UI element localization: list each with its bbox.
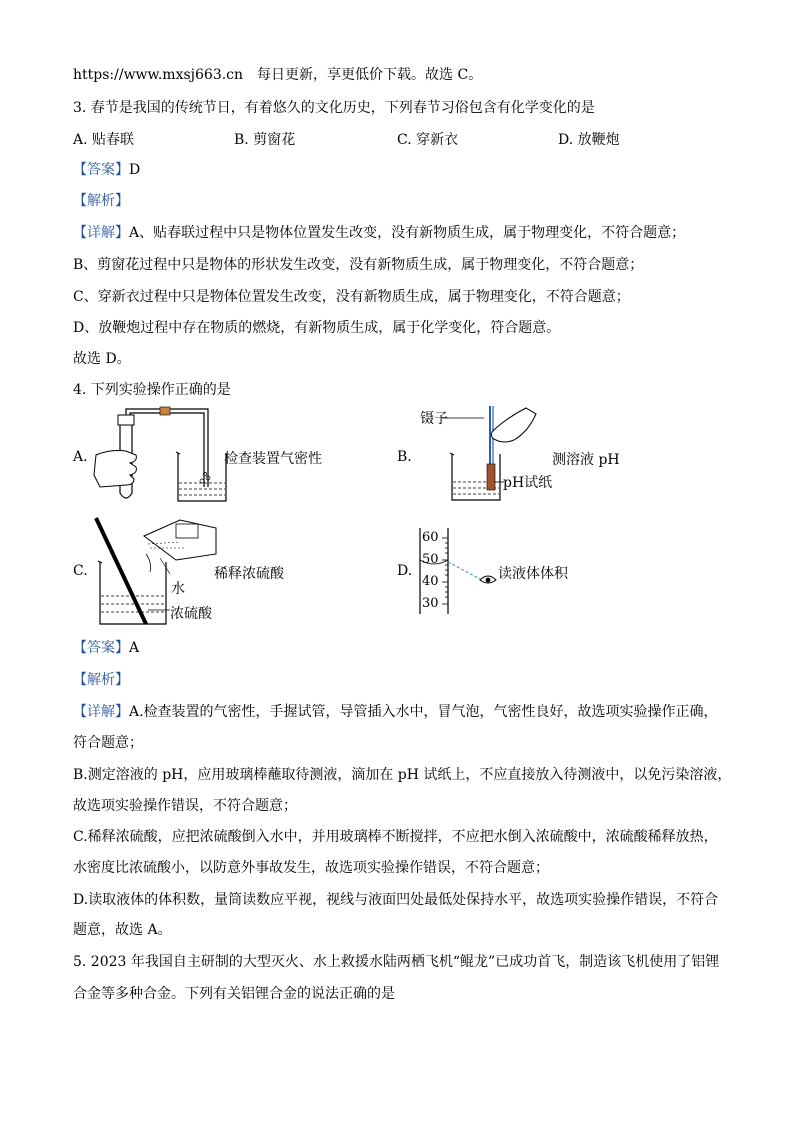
fig-d-caption: 读液体体积 [498, 566, 568, 582]
q4-detail-line: 符合题意； [73, 735, 143, 751]
q3-answer [73, 160, 140, 180]
q3-detail-line [73, 223, 685, 243]
answer-label: 【答案】 [73, 640, 129, 656]
q4-answer-value: A [129, 640, 140, 656]
fig-d-tick-label: 40 [422, 574, 439, 589]
fig-d-tick-label: 30 [422, 596, 439, 611]
q3-analysis-label: 【解析】 [73, 193, 129, 209]
q4-detail-line [73, 702, 718, 722]
q3-option-d: D. 放鞭炮 [558, 132, 620, 148]
fig-b-paper-label: pH试纸 [503, 475, 553, 491]
q3-detail-text: A、贴春联过程中只是物体位置发生改变，没有新物质生成，属于物理变化，不符合题意； [129, 225, 686, 241]
q3-detail-line: C、穿新衣过程中只是物体位置发生改变，没有新物质生成，属于物理变化，不符合题意； [73, 289, 630, 305]
q4-detail-line: 水密度比浓硫酸小，以防意外事故发生，故选项实验操作错误，不符合题意； [73, 860, 549, 876]
detail-label: 【详解】 [73, 225, 129, 241]
header-line [73, 65, 482, 85]
fig-d-tick-label: 50 [422, 552, 439, 567]
fig-a-airtightness-diagram [90, 405, 230, 505]
q3-detail-line: B、剪窗花过程中只是物体的形状发生改变，没有新物质生成，属于物理变化，不符合题意； [73, 257, 644, 273]
fig-d-tick-label: 60 [422, 530, 439, 545]
q3-conclusion: 故选 D。 [73, 351, 131, 367]
q3-option-b: B. 剪窗花 [234, 132, 296, 148]
q3-answer-value: D [129, 162, 141, 178]
fig-b-letter: B. [397, 449, 412, 465]
q4-detail-line: 题意，故选 A。 [73, 922, 172, 938]
q4-detail-line: 故选项实验操作错误，不符合题意； [73, 798, 297, 814]
q3-option-c: C. 穿新衣 [397, 132, 459, 148]
q4-detail-text: A.检查装置的气密性，手握试管，导管插入水中，冒气泡，气密性良好，故选项实验操作正确， [129, 704, 718, 720]
detail-label: 【详解】 [73, 704, 129, 720]
fig-a-caption: 检查装置气密性 [224, 451, 322, 467]
q3-detail-line: D、放鞭炮过程中存在物质的燃烧，有新物质生成，属于化学变化，符合题意。 [73, 320, 561, 336]
fig-b-caption: 测溶液 pH [552, 452, 620, 468]
q4-stem: 4. 下列实验操作正确的是 [73, 382, 231, 398]
answer-label: 【答案】 [73, 162, 129, 178]
fig-a-letter: A. [73, 449, 88, 465]
q3-stem: 3. 春节是我国的传统节日，有着悠久的文化历史，下列春节习俗包含有化学变化的是 [73, 100, 595, 116]
fig-d-letter: D. [397, 563, 413, 579]
fig-b-tweezers-label: 镊子 [420, 411, 448, 427]
q4-detail-line: D.读取液体的体积数，量筒读数应平视，视线与液面凹处最低处保持水平，故选项实验操作错误，不符合 [73, 892, 719, 908]
q5-stem-line: 5. 2023 年我国自主研制的大型灭火、水上救援水陆两栖飞机“鲲龙”已成功首飞，制造该飞机使用了铝锂 [73, 954, 720, 970]
fig-c-letter: C. [73, 563, 88, 579]
header-note: 每日更新，享更低价下载。故选 C。 [257, 67, 483, 83]
fig-c-acid-label: 浓硫酸 [170, 606, 212, 622]
q5-stem-line: 合金等多种合金。下列有关铝锂合金的说法正确的是 [73, 986, 395, 1002]
q4-analysis-label: 【解析】 [73, 672, 129, 688]
fig-c-water-label: 水 [171, 581, 185, 597]
source-url[interactable]: https://www.mxsj663.cn [73, 67, 244, 83]
q3-option-a: A. 贴春联 [73, 132, 135, 148]
q4-detail-line: C.稀释浓硫酸，应把浓硫酸倒入水中，并用玻璃棒不断搅拌，不应把水倒入浓硫酸中，浓硫酸稀释放热， [73, 829, 718, 845]
q4-detail-line: B.测定溶液的 pH，应用玻璃棒蘸取待测液，滴加在 pH 试纸上，不应直接放入待测液中，以免污染溶液， [73, 767, 732, 783]
fig-c-caption: 稀释浓硫酸 [214, 566, 284, 582]
q4-answer [73, 638, 139, 658]
